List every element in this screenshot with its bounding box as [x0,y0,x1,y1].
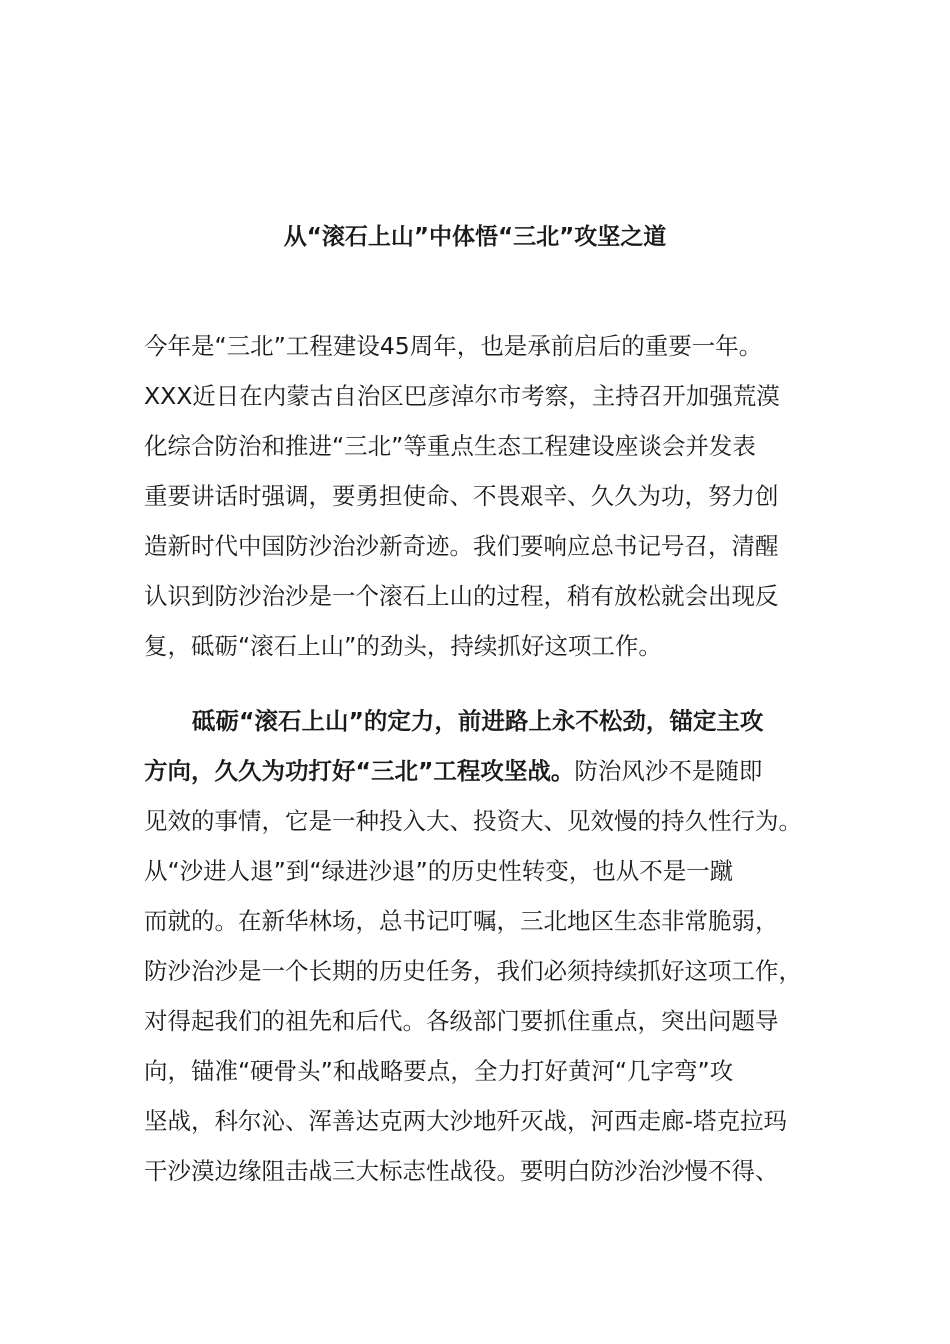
paragraph-intro [144,321,808,671]
paragraph-line: 向，锚准“硬骨头”和战略要点，全力打好黄河“几字弯”攻 [144,1057,734,1085]
paragraph-line: 认识到防沙治沙是一个滚石上山的过程，稍有放松就会出现反 [144,582,779,610]
paragraph-line: 干沙漠边缘阻击战三大标志性战役。要明白防沙治沙慢不得、 [144,1157,779,1185]
paragraph-line: 对得起我们的祖先和后代。各级部门要抓住重点，突出问题导 [144,1007,779,1035]
paragraph-line: 造新时代中国防沙治沙新奇迹。我们要响应总书记号召，清醒 [144,532,779,560]
paragraph-line: 坚战，科尔沁、浑善达克两大沙地歼灭战，河西走廊-塔克拉玛 [144,1107,787,1135]
paragraph-line: 复，砥砺“滚石上山”的劲头，持续抓好这项工作。 [144,632,662,660]
document-title: 从“滚石上山”中体悟“三北”攻坚之道 [283,224,667,250]
paragraph-line: 化综合防治和推进“三北”等重点生态工程建设座谈会并发表 [144,432,756,460]
paragraph-line [144,746,808,796]
section-heading-text: 方向，久久为功打好“三北”工程攻坚战。 [144,757,575,785]
section-heading-line: 砥砺“滚石上山”的定力，前进路上永不松劲，锚定主攻 [192,707,764,735]
paragraph-line: 重要讲话时强调，要勇担使命、不畏艰辛、久久为功，努力创 [144,482,779,510]
paragraph-line: 防沙治沙是一个长期的历史任务，我们必须持续抓好这项工作， [144,957,802,985]
paragraph-line: 而就的。在新华林场，总书记叮嘱，三北地区生态非常脆弱， [144,907,779,935]
paragraph-line: 今年是“三北”工程建设45周年，也是承前启后的重要一年。 [144,332,763,360]
paragraph-section-one [144,696,808,1196]
paragraph-line: 见效的事情，它是一种投入大、投资大、见效慢的持久性行为。 [144,807,802,835]
paragraph-text: 防治风沙不是随即 [574,757,763,785]
paragraph-line: 从“沙进人退”到“绿进沙退”的历史性转变，也从不是一蹴 [144,857,734,885]
paragraph-line: XXX近日在内蒙古自治区巴彦淖尔市考察，主持召开加强荒漠 [144,382,780,410]
